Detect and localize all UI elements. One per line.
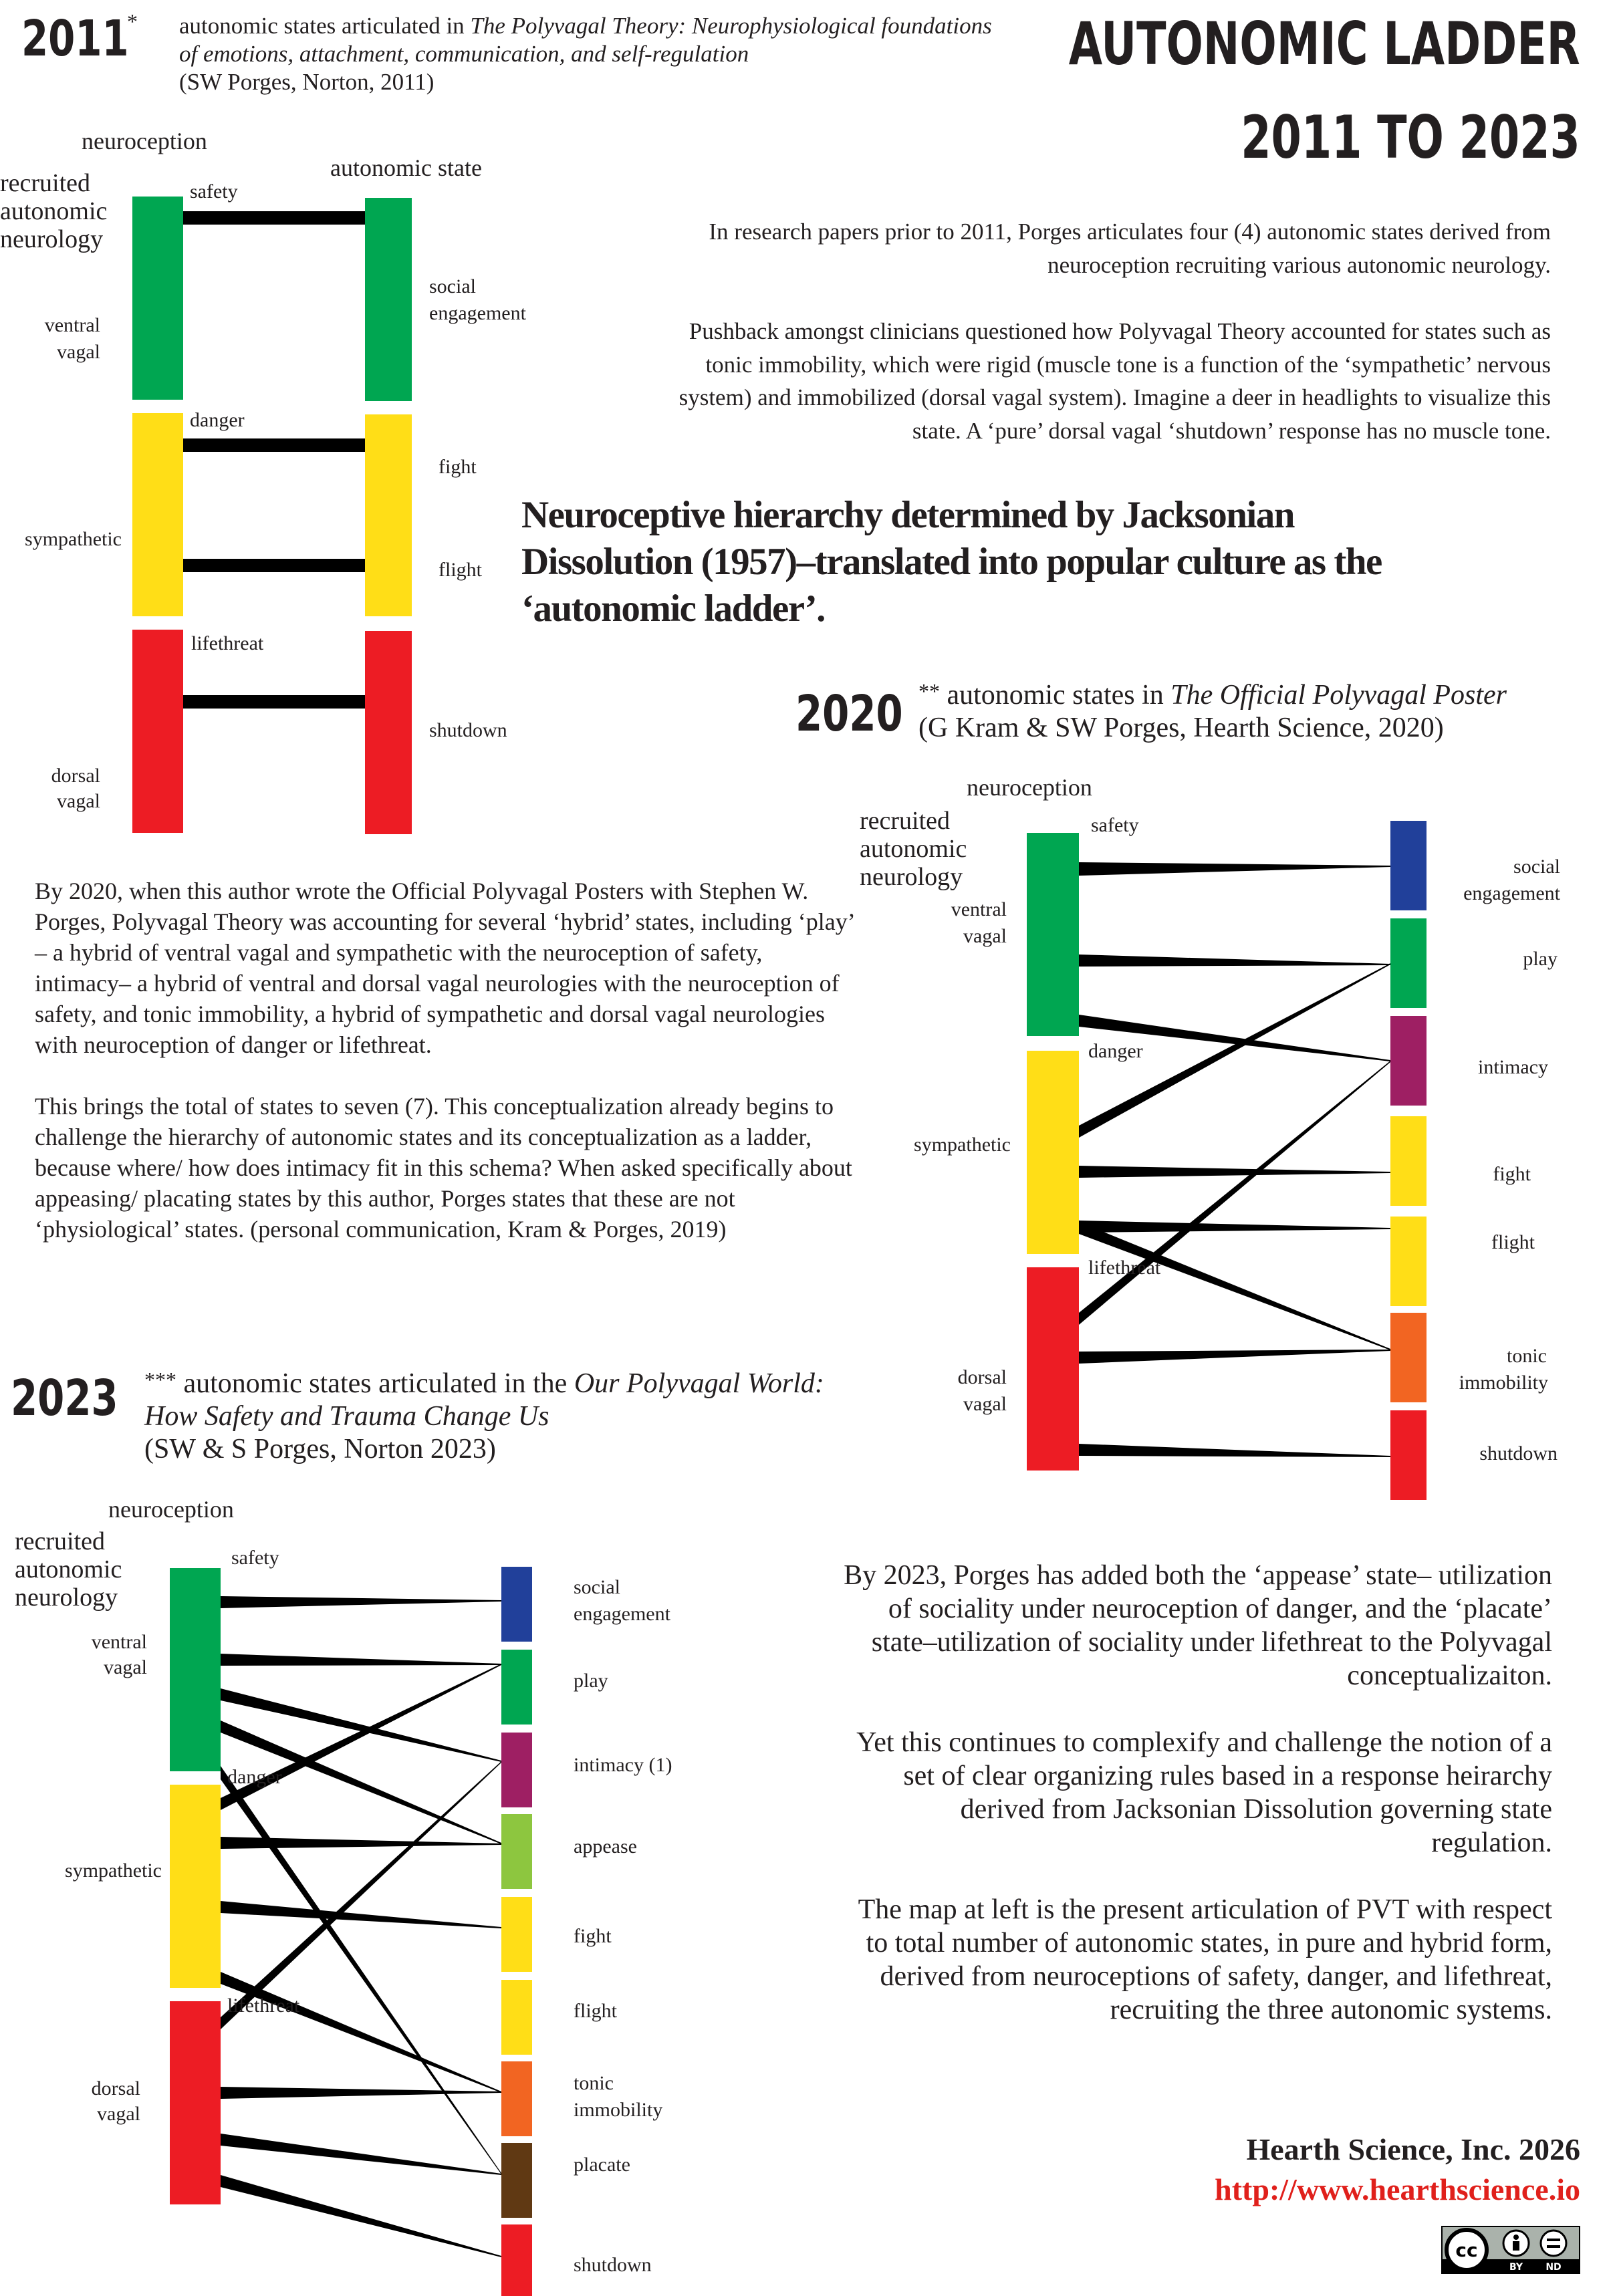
connector-2023-safety-play — [221, 1654, 501, 1666]
intimacy-label-2020: intimacy — [1478, 1056, 1548, 1078]
flight-bar-2023 — [501, 1980, 532, 2055]
nd-text: ND — [1545, 2262, 1562, 2273]
shutdown-label-2011: shutdown — [429, 719, 507, 741]
diagram-2023 — [15, 1496, 672, 2296]
social-label-2023-2: engagement — [574, 1603, 670, 1625]
recruited-label-2023-2: autonomic — [15, 1555, 122, 1583]
connector-2023-danger-appease — [221, 1837, 501, 1849]
social-engagement-bar-2011 — [365, 198, 412, 401]
social-label-2023-1: social — [574, 1576, 620, 1598]
text-2023-p1: By 2023, Porges has added both the ‘appease’ state– utilization of sociality under neuroception of danger, and the ‘placate’ state–utilization of sociality under lifethreat to the Polyvagal conceptualizaiton. — [844, 1560, 1552, 1691]
headline: Neuroceptive hierarchy determined by Jacksonian Dissolution (1957)–translated into popular culture as the ‘autonomic ladder’. — [521, 494, 1382, 630]
recruited-label-2011-2: autonomic — [0, 197, 108, 225]
social-engagement-bar-2023 — [501, 1567, 532, 1642]
dorsal-label-2020-1: dorsal — [957, 1366, 1007, 1388]
connector-2023-lifethreat-tonic — [221, 2087, 501, 2099]
danger-label-2023: danger — [227, 1766, 282, 1788]
neuroception-label-2011: neuroception — [82, 128, 207, 154]
text-2020-p2: This brings the total of states to seven (7). This conceptualization already begins to challenge the hierarchy of autonomic states and its conceptualization as a ladder, because where/ how does intimacy fit in this schema? When asked specifically about appeasing/ placating states by this author, Porges states that these are not ‘physiological’ states. (personal communication, Kram & Porges, 2019) — [35, 1093, 852, 1243]
tonic-label-2020-1: tonic — [1507, 1345, 1547, 1367]
fight-bar-2023 — [501, 1897, 532, 1972]
caption-2023-title: Our Polyvagal World: How Safety and Trauma Change Us — [144, 1368, 824, 1432]
caption-2011-pre: autonomic states articulated in — [179, 13, 471, 39]
flight-label-2011: flight — [439, 559, 482, 581]
caption-2023-pre: autonomic states articulated in the — [183, 1368, 574, 1399]
intro-p2: Pushback amongst clinicians questioned how Polyvagal Theory accounted for states such as tonic immobility, which were rigid (muscle tone is a function of the ‘sympathetic’ nervous system) and immobilized (dorsal vagal system). Imagine a deer in headlights to visualize this state. A ‘pure’ dorsal vagal ‘shutdown’ response has no muscle tone. — [678, 318, 1551, 444]
recruited-label-2023-1: recruited — [15, 1527, 106, 1555]
ventral-vagal-bar-2020 — [1027, 833, 1079, 1036]
dorsal-vagal-bar-2011 — [132, 630, 183, 833]
ventral-label-2020-1: ventral — [951, 898, 1007, 920]
caption-2020-title: The Official Polyvagal Poster — [1170, 680, 1507, 711]
sympathetic-bar-2020 — [1027, 1051, 1079, 1254]
ventral-label-2023-1: ventral — [91, 1631, 147, 1653]
neuroception-label-2020: neuroception — [967, 774, 1092, 801]
recruited-label-2011-3: neurology — [0, 225, 104, 253]
recruited-label-2011-1: recruited — [0, 169, 91, 197]
connector-2023-danger-tonic — [221, 1972, 501, 2093]
appease-bar-2023 — [501, 1814, 532, 1889]
dorsal-label-2023-2: vagal — [97, 2103, 140, 2125]
lifethreat-label-2020: lifethreat — [1088, 1257, 1161, 1279]
tonic-label-2023-1: tonic — [574, 2072, 614, 2094]
connector-2020-lifethreat-shutdown — [1079, 1444, 1390, 1457]
flight-label-2023: flight — [574, 2000, 617, 2022]
connector-2020-danger-fight — [1079, 1166, 1390, 1178]
sympathetic-bar-2023 — [170, 1785, 221, 1988]
play-bar-2023 — [501, 1650, 532, 1725]
danger-label-2011: danger — [190, 409, 245, 431]
year-2023: 2023 — [11, 1370, 118, 1427]
recruited-label-2020-1: recruited — [860, 807, 951, 835]
play-bar-2020 — [1390, 918, 1427, 1008]
intimacy-label-2023: intimacy (1) — [574, 1754, 672, 1776]
shutdown-bar-2011 — [365, 631, 412, 834]
flight-bar-2020 — [1390, 1217, 1427, 1306]
ventral-label-2023-2: vagal — [104, 1656, 147, 1678]
shutdown-bar-2020 — [1390, 1410, 1427, 1500]
sympathetic-bar-2011 — [132, 413, 183, 616]
recruited-label-2020-2: autonomic — [860, 835, 967, 863]
year-2011: 2011 — [21, 10, 129, 68]
dorsal-vagal-bar-2020 — [1027, 1267, 1079, 1471]
fight-flight-bar-2011 — [365, 414, 412, 616]
play-label-2020: play — [1523, 948, 1558, 970]
connector-2020-safety-social — [1079, 862, 1390, 876]
ventral-vagal-bar-2023 — [170, 1568, 221, 1771]
connector-2023-safety-intimacy — [221, 1688, 501, 1762]
appease-label-2023: appease — [574, 1835, 637, 1858]
dorsal-label-2011-2: vagal — [57, 790, 100, 812]
tonic-immobility-bar-2020 — [1390, 1313, 1427, 1402]
intimacy-bar-2020 — [1390, 1016, 1427, 1106]
connector-2023-lifethreat-intimacy — [221, 1761, 501, 2029]
text-2023-p2: Yet this continues to complexify and challenge the notion of a set of clear organizing rules based in a response heirarchy derived from Jacksonian Dissolution governing state regulation. — [856, 1727, 1552, 1858]
text-2020-p1: By 2020, when this author wrote the Official Polyvagal Posters with Stephen W. Porges, Polyvagal Theory was accounting for several ‘hybrid’ states, including ‘play’ – a hybrid of ventral vagal and sympathetic with the neuroception of safety, intimacy– a hybrid of ventral and dorsal vagal neurologies with the neuroception of safety, and tonic immobility, a hybrid of sympathetic and dorsal vagal neurologies with neuroception of danger or lifethreat. — [35, 878, 854, 1058]
safety-label-2020: safety — [1091, 814, 1139, 836]
footer-url-link[interactable]: http://www.hearthscience.io — [1215, 2172, 1580, 2206]
sympathetic-label-2011: sympathetic — [25, 528, 122, 550]
sympathetic-label-2020: sympathetic — [914, 1134, 1011, 1156]
cc-text: cc — [1455, 2239, 1478, 2261]
recruited-label-2023-3: neurology — [15, 1583, 118, 1612]
connector-2020-danger-flight — [1079, 1221, 1390, 1233]
tonic-immobility-bar-2023 — [501, 2061, 532, 2136]
connector-2023-danger-fight — [221, 1901, 501, 1928]
text-2023-p3: The map at left is the present articulation of PVT with respect to total number of autonomic states, in pure and hybrid form, derived from neuroceptions of safety, danger, and lifethreat, recruiting the three autonomic systems. — [858, 1894, 1552, 2025]
connector-2020-lifethreat-tonic — [1079, 1350, 1390, 1364]
dorsal-label-2020-2: vagal — [963, 1393, 1007, 1415]
dorsal-label-2023-1: dorsal — [91, 2077, 140, 2099]
lifethreat-label-2011: lifethreat — [191, 632, 264, 654]
social-engagement-bar-2020 — [1390, 821, 1427, 910]
lifethreat-label-2023: lifethreat — [227, 1995, 300, 2017]
title-line-2: 2011 TO 2023 — [1241, 103, 1580, 172]
neuroception-label-2023: neuroception — [108, 1496, 234, 1523]
connector-2023-lifethreat-placate — [221, 2134, 501, 2175]
social-label-2011-2: engagement — [429, 302, 526, 324]
dorsal-vagal-bar-2023 — [170, 2001, 221, 2204]
recruited-label-2020-3: neurology — [860, 863, 963, 891]
play-label-2023: play — [574, 1670, 608, 1692]
ventral-label-2011-2: vagal — [57, 341, 100, 363]
safety-label-2023: safety — [231, 1547, 279, 1569]
flight-label-2020: flight — [1491, 1231, 1535, 1253]
diagram-2011 — [0, 128, 527, 834]
social-label-2020-2: engagement — [1463, 882, 1560, 904]
fight-label-2011: fight — [439, 456, 477, 478]
caption-2011-title: The Polyvagal Theory: Neurophysiological foundations of emotions, attachment, communication, and self-regulation — [179, 13, 992, 67]
year-2020: 2020 — [795, 685, 903, 743]
placate-bar-2023 — [501, 2143, 532, 2218]
caption-2020-post: (G Kram & SW Porges, Hearth Science, 2020) — [918, 713, 1444, 743]
shutdown-bar-2023 — [501, 2224, 532, 2296]
intimacy-bar-2023 — [501, 1733, 532, 1807]
caption-2020-pre: autonomic states in — [947, 680, 1171, 711]
intro-p1: In research papers prior to 2011, Porges articulates four (4) autonomic states derived from neuroception recruiting various autonomic neurology. — [709, 219, 1551, 278]
social-label-2011-1: social — [429, 275, 476, 297]
marker-2023: *** — [144, 1368, 176, 1392]
connector-2020-safety-play — [1079, 954, 1390, 967]
marker-2011: * — [127, 9, 138, 33]
social-label-2020-1: social — [1513, 856, 1560, 878]
ventral-label-2011-1: ventral — [44, 314, 100, 336]
by-text: BY — [1509, 2262, 1523, 2273]
connector-2020-lifethreat-intimacy — [1079, 1061, 1390, 1325]
shutdown-label-2020: shutdown — [1479, 1442, 1558, 1464]
fight-label-2020: fight — [1493, 1163, 1531, 1185]
caption-2023-post: (SW & S Porges, Norton 2023) — [144, 1434, 496, 1464]
diagram-2020 — [860, 774, 1561, 1500]
shutdown-label-2023: shutdown — [574, 2254, 652, 2276]
placate-label-2023: placate — [574, 2154, 630, 2176]
connector-2020-danger-tonic — [1079, 1222, 1390, 1350]
tonic-label-2023-2: immobility — [574, 2099, 663, 2121]
caption-2011-post: (SW Porges, Norton, 2011) — [179, 69, 435, 95]
ventral-vagal-bar-2011 — [132, 197, 183, 400]
fight-bar-2020 — [1390, 1116, 1427, 1206]
safety-label-2011: safety — [190, 180, 238, 203]
danger-label-2020: danger — [1088, 1040, 1143, 1062]
sympathetic-label-2023: sympathetic — [65, 1860, 162, 1882]
tonic-label-2020-2: immobility — [1459, 1372, 1548, 1394]
fight-label-2023: fight — [574, 1925, 612, 1947]
marker-2020: ** — [918, 679, 940, 703]
autonomic-state-label-2011: autonomic state — [330, 154, 482, 181]
ventral-label-2020-2: vagal — [963, 925, 1007, 947]
dorsal-label-2011-1: dorsal — [51, 765, 100, 787]
title-line-1: AUTONOMIC LADDER — [1068, 9, 1580, 78]
footer-org: Hearth Science, Inc. 2026 — [1246, 2132, 1580, 2166]
connector-2023-safety-social — [221, 1596, 501, 1608]
connector-2023-lifethreat-shutdown — [221, 2175, 501, 2257]
